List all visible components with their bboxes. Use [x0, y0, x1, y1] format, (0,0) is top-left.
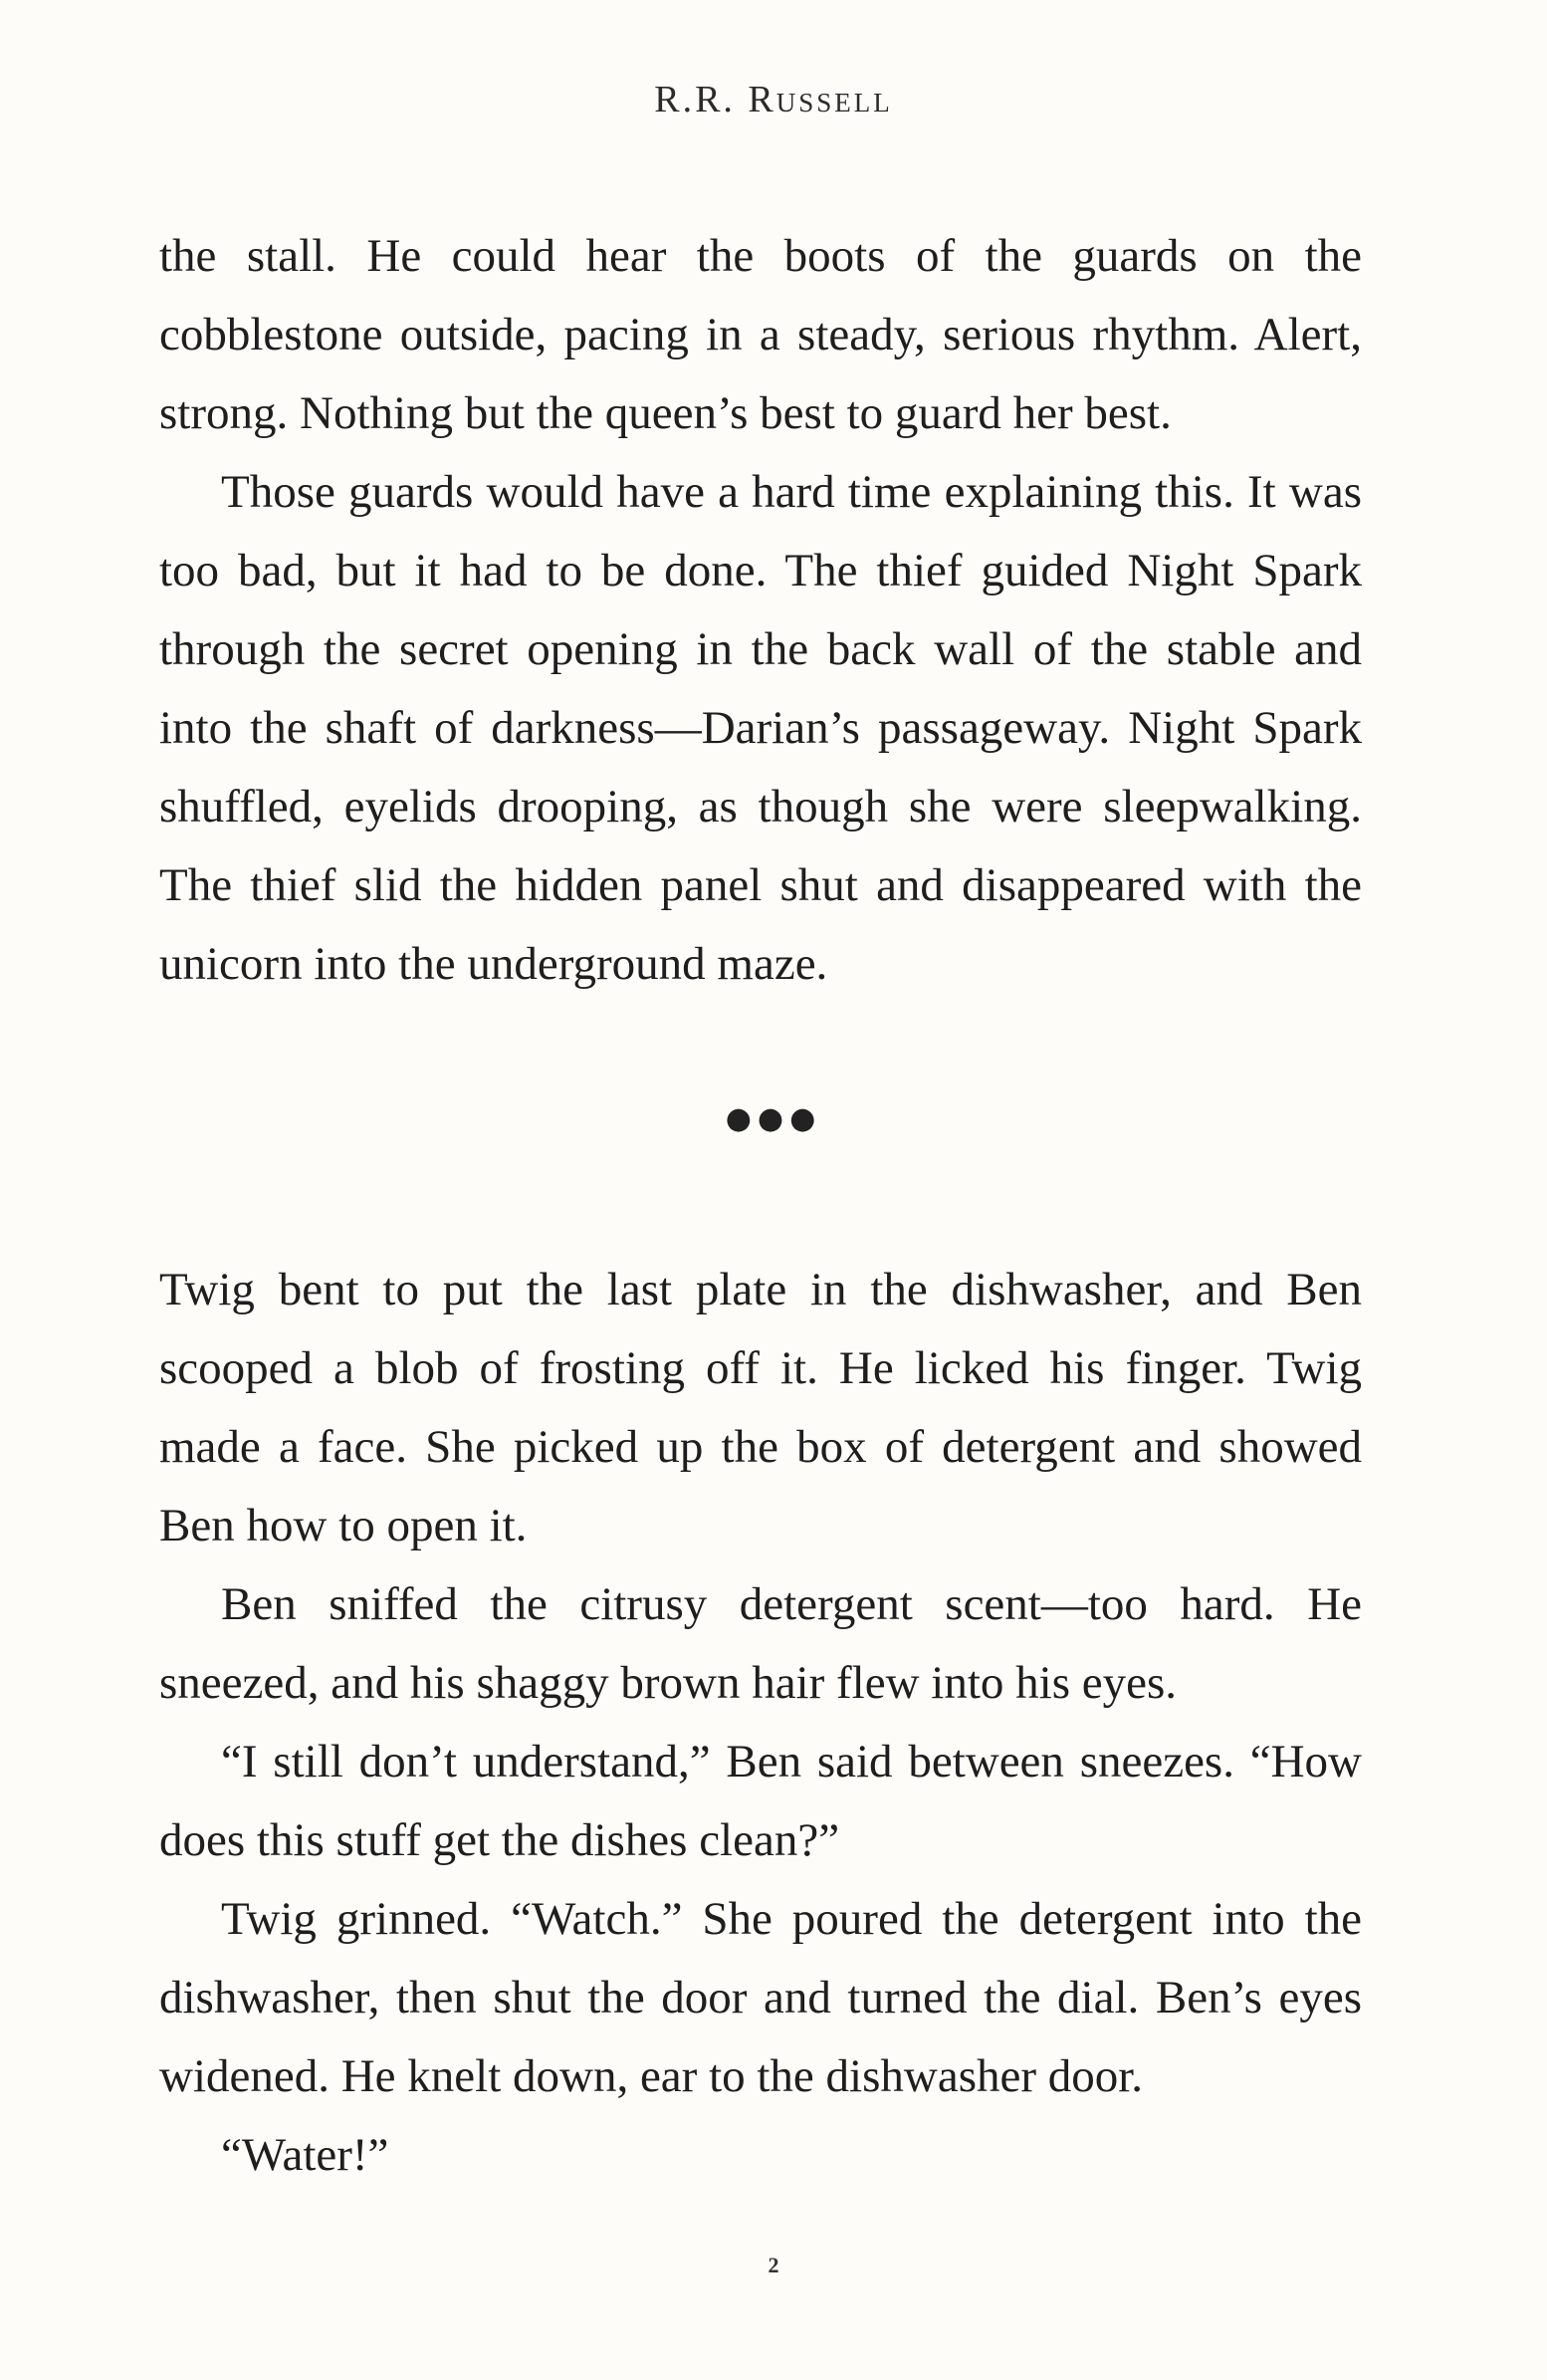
- paragraph: Twig grinned. “Watch.” She poured the detergent into the dishwasher, then shut the door and turned the dial. Ben’s eyes widened. He knelt down, ear to the dishwasher door.: [159, 1893, 1362, 2102]
- paragraph: “Water!”: [221, 2129, 389, 2181]
- paragraph: Twig bent to put the last plate in the dishwasher, and Ben scooped a blob of frosting off it. He licked his finger. Twig made a face. She picked up the box of detergent and showed Ben how to open it.: [159, 1264, 1362, 1551]
- paragraph: “I still don’t understand,” Ben said between sneezes. “How does this stuff get the dishes clean?”: [159, 1736, 1362, 1866]
- paragraph: Those guards would have a hard time explaining this. It was too bad, but it had to be done. The thief guided Night Spark through the secret opening in the back wall of the stable and into the shaft of darkness—Darian’s passageway. Night Spark shuffled, eyelids drooping, as though she were sleepwalking. The thief slid the hidden panel shut and disappeared with the unicorn into the underground maze.: [159, 466, 1362, 990]
- paragraph: Ben sniffed the citrusy detergent scent—too hard. He sneezed, and his shaggy brown hair flew into his eyes.: [159, 1578, 1362, 1709]
- text-section-2: [159, 1251, 1362, 2195]
- paragraph: the stall. He could hear the boots of the guards on the cobblestone outside, pacing in a steady, serious rhythm. Alert, strong. Nothing but the queen’s best to guard her best.: [159, 230, 1362, 439]
- running-head: R.R. Russell: [654, 79, 893, 120]
- section-break-dots: ●●●: [725, 1101, 822, 1136]
- text-section-1: [159, 217, 1362, 1004]
- page-number: 2: [768, 2253, 779, 2277]
